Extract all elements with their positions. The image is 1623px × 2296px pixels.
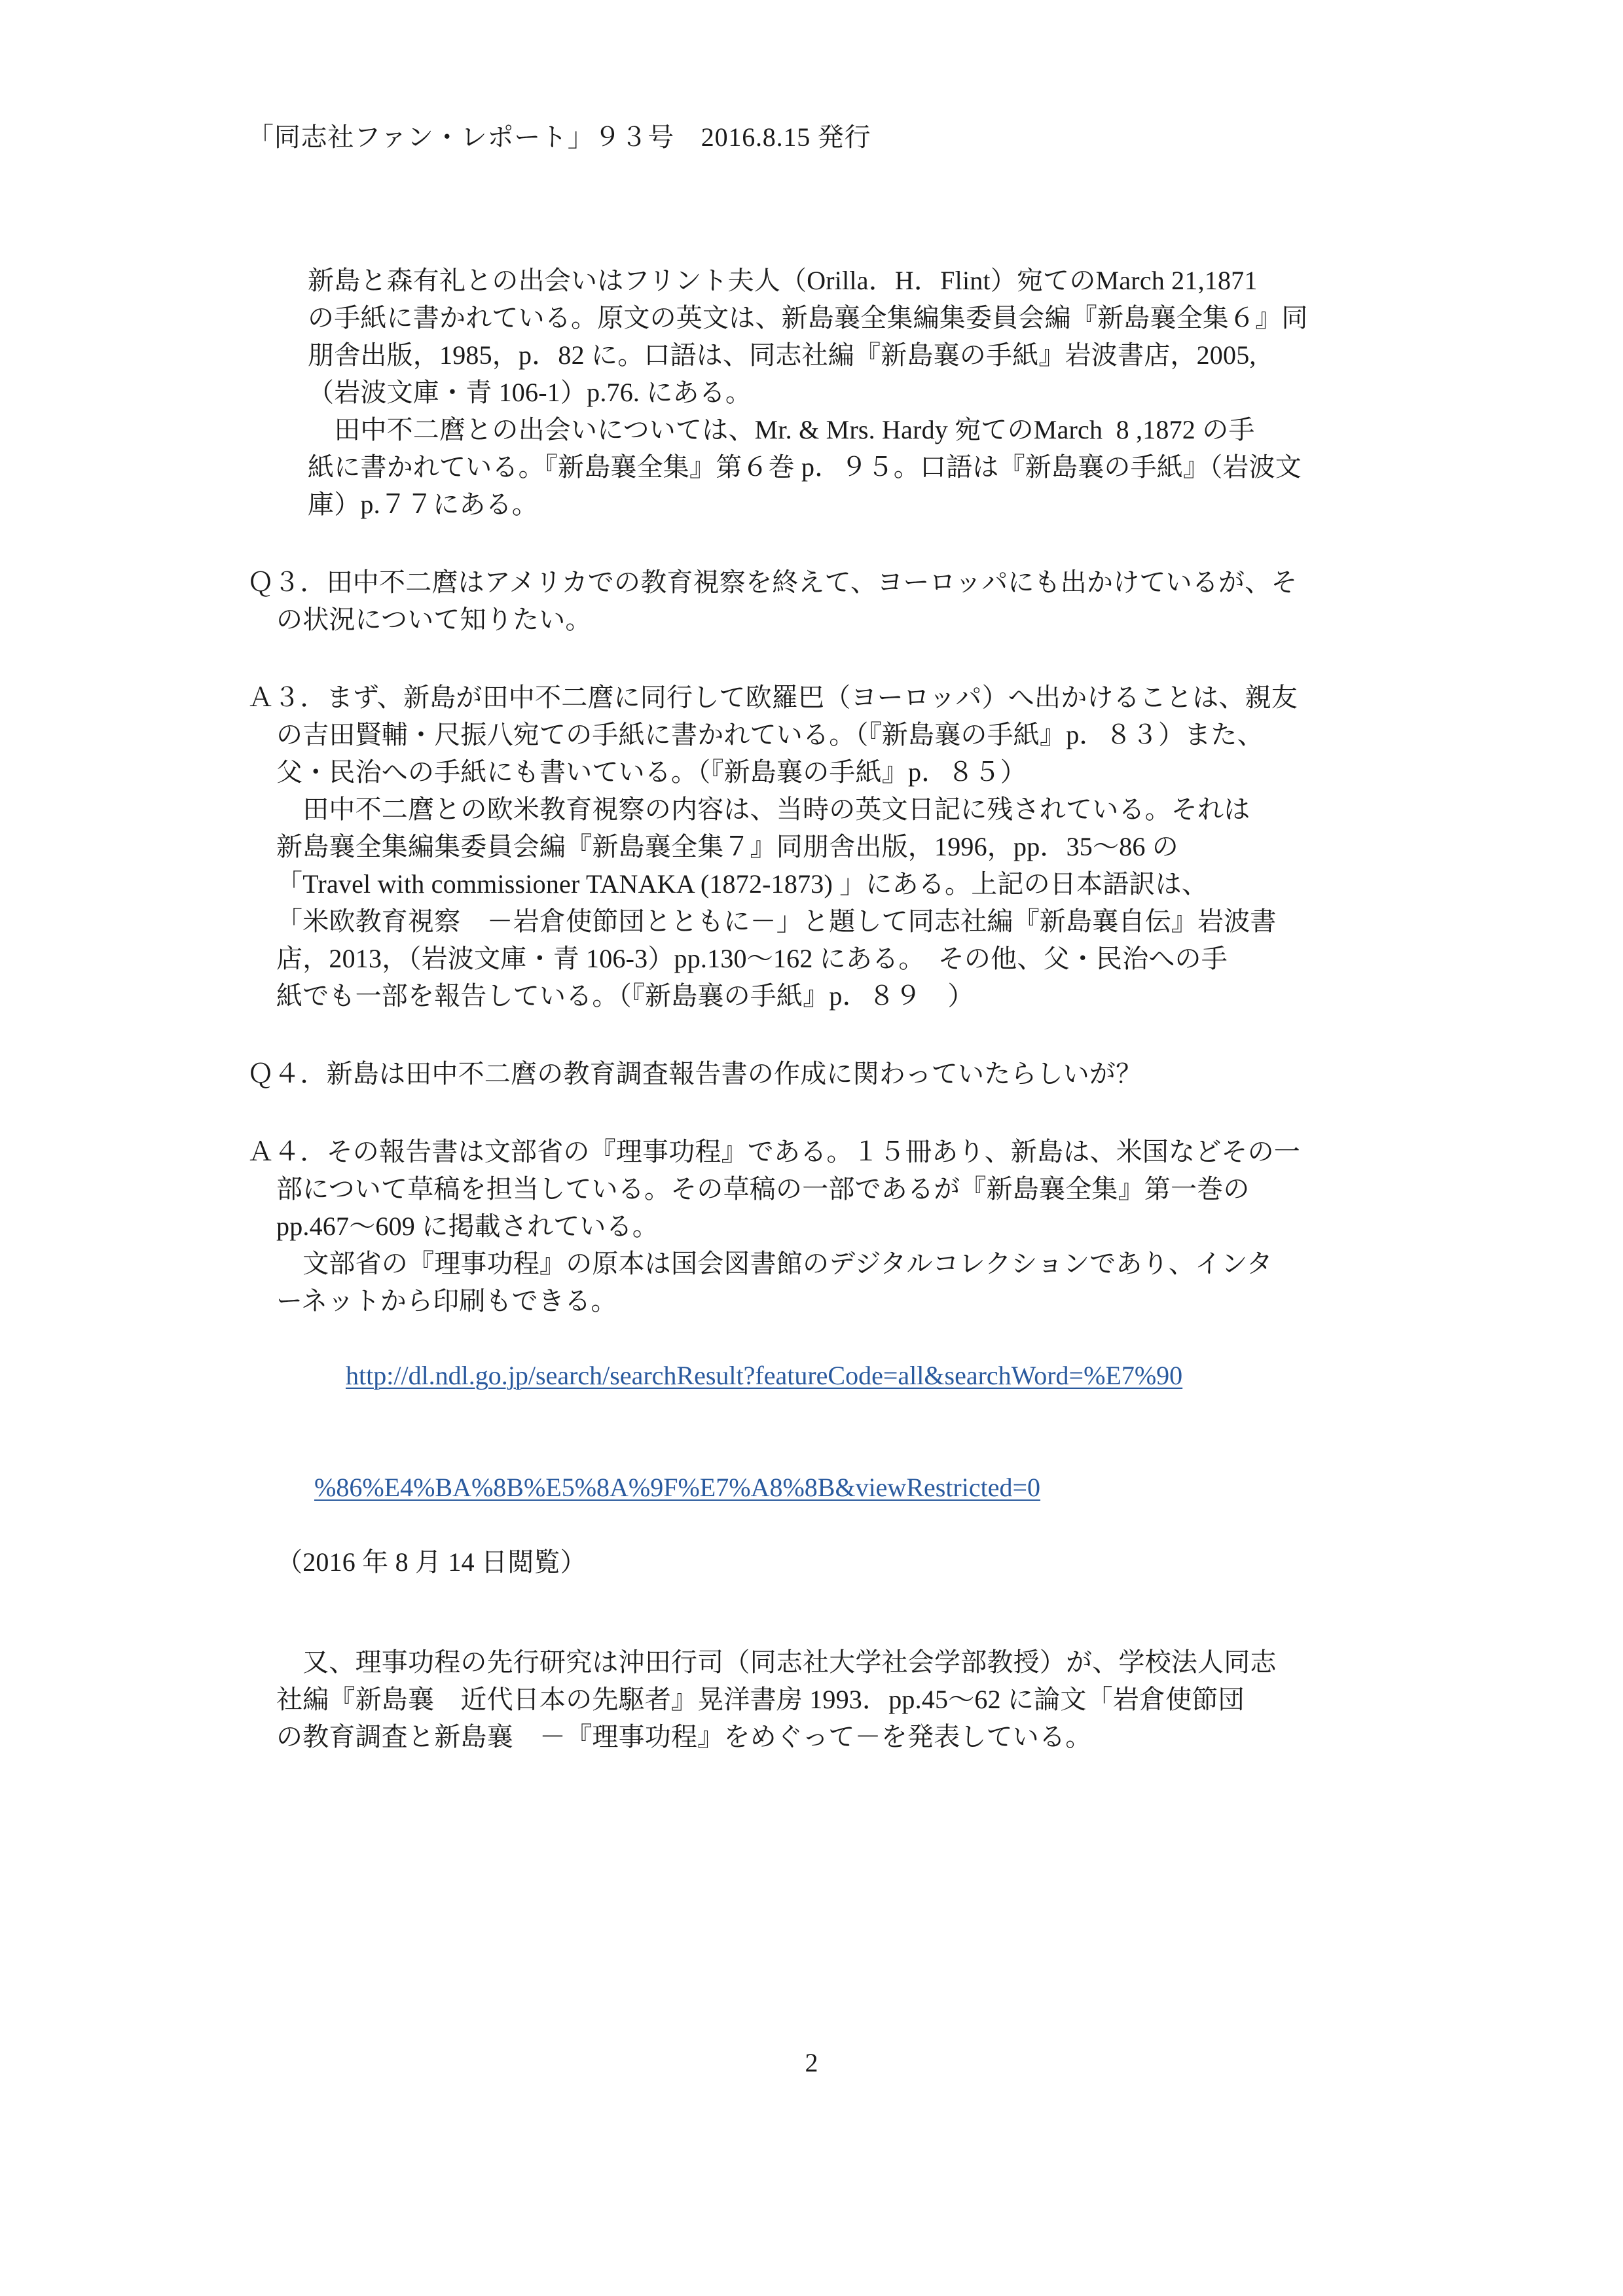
paragraph-line: の教育調査と新島襄 －『理事功程』をめぐって－を発表している。 bbox=[276, 1722, 1092, 1751]
paragraph-line: 朋舎出版，1985，p．82 に。口語は、同志社編『新島襄の手紙』岩波書店，2005, bbox=[308, 340, 1256, 370]
document-header: 「同志社ファン・レポート」９３号 2016.8.15 発行 bbox=[247, 122, 871, 152]
question-label-line: Ｑ３．田中不二麿はアメリカでの教育視察を終えて、ヨーロッパにも出かけているが、そ bbox=[247, 567, 1298, 597]
question-line: の状況について知りたい。 bbox=[276, 605, 592, 634]
ndl-search-link-line-2[interactable] bbox=[247, 1431, 1419, 1543]
answer-line: 店，2013，（岩波文庫・青 106-3）pp.130〜162 にある。 その他、父・民治への手 bbox=[276, 944, 1228, 973]
answer-line: 「Travel with commissioner TANAKA (1872-1873) 」にある。上記の日本語訳は、 bbox=[276, 869, 1208, 899]
answer-line: の吉田賢輔・尺振八宛ての手紙に書かれている。（『新島襄の手紙』p．８３）また、 bbox=[276, 720, 1264, 749]
answer-line: pp.467〜609 に掲載されている。 bbox=[276, 1211, 659, 1241]
answer-line: 部について草稿を担当している。その草稿の一部であるが『新島襄全集』第一巻の bbox=[276, 1174, 1250, 1204]
paragraph-line: 社編『新島襄 近代日本の先駆者』晃洋書房 1993．pp.45〜62 に論文「岩倉使節団 bbox=[276, 1685, 1245, 1714]
block-spacer bbox=[247, 523, 1419, 564]
paragraph-line: 又、理事功程の先行研究は沖田行司（同志社大学社会学部教授）が、学校法人同志 bbox=[276, 1647, 1277, 1677]
paragraph-line: の手紙に書かれている。原文の英文は、新島襄全集編集委員会編『新島襄全集６』同 bbox=[308, 303, 1308, 332]
paragraph-line: 紙に書かれている。『新島襄全集』第６巻 p．９５。口語は『新島襄の手紙』（岩波文 bbox=[308, 452, 1302, 482]
answer-line: 「米欧教育視察 －岩倉使節団とともに－」と題して同志社編『新島襄自伝』岩波書 bbox=[276, 906, 1277, 936]
answer-line: 紙でも一部を報告している。（『新島襄の手紙』p．８９ ） bbox=[276, 981, 974, 1011]
ndl-search-link-line-1[interactable] bbox=[247, 1319, 1419, 1431]
question-3 bbox=[247, 564, 1419, 638]
answer-line: 文部省の『理事功程』の原本は国会図書館のデジタルコレクションであり、インタ bbox=[276, 1249, 1273, 1278]
block-spacer bbox=[247, 1092, 1419, 1133]
answer-line: 田中不二麿との欧米教育視察の内容は、当時の英文日記に残されている。それは bbox=[276, 795, 1250, 824]
question-4 bbox=[247, 1055, 1419, 1092]
answer-line: 父・民治への手紙にも書いている。（『新島襄の手紙』p．８５） bbox=[276, 757, 1027, 787]
accessed-date-line: （2016 年 8 月 14 日閲覧） bbox=[276, 1547, 587, 1577]
block-spacer bbox=[247, 1014, 1419, 1055]
paragraph-line: 庫）p.７７にある。 bbox=[308, 490, 538, 519]
ndl-search-link-text[interactable]: http://dl.ndl.go.jp/search/searchResult?featureCode=all&searchWord=%E7%90 bbox=[346, 1361, 1183, 1390]
closing-paragraph bbox=[247, 1643, 1419, 1755]
intro-paragraph bbox=[247, 262, 1419, 523]
question-label-line: Ｑ４．新島は田中不二麿の教育調査報告書の作成に関わっていたらしいが？ bbox=[247, 1059, 1142, 1088]
document-body bbox=[247, 262, 1419, 1755]
paragraph-line: 田中不二麿との出会いについては、Mr. & Mrs. Hardy 宛てのMarch 8 ,1872 の手 bbox=[308, 415, 1255, 444]
page-number: 2 bbox=[805, 2048, 818, 2077]
block-spacer bbox=[247, 638, 1419, 679]
answer-label-line: Ａ３．まず、新島が田中不二麿に同行して欧羅巴（ヨーロッパ）へ出かけることは、親友 bbox=[247, 683, 1298, 712]
block-spacer bbox=[247, 1581, 1419, 1643]
answer-line: ーネットから印刷もできる。 bbox=[276, 1286, 617, 1316]
answer-line: 新島襄全集編集委員会編『新島襄全集７』同朋舎出版，1996，pp．35〜86 の bbox=[276, 832, 1178, 861]
paragraph-line: 新島と森有礼との出会いはフリント夫人（Orilla．H．Flint）宛てのMarch 21,1871 bbox=[308, 266, 1258, 295]
answer-3 bbox=[247, 679, 1419, 1014]
answer-label-line: Ａ４．その報告書は文部省の『理事功程』である。１５冊あり、新島は、米国などその一 bbox=[247, 1137, 1300, 1166]
paragraph-line: （岩波文庫・青 106-1）p.76. にある。 bbox=[308, 378, 752, 407]
answer-4 bbox=[247, 1133, 1419, 1581]
ndl-search-link-text-cont[interactable]: %86%E4%BA%8B%E5%8A%9F%E7%A8%8B&viewRestricted=0 bbox=[314, 1473, 1041, 1502]
